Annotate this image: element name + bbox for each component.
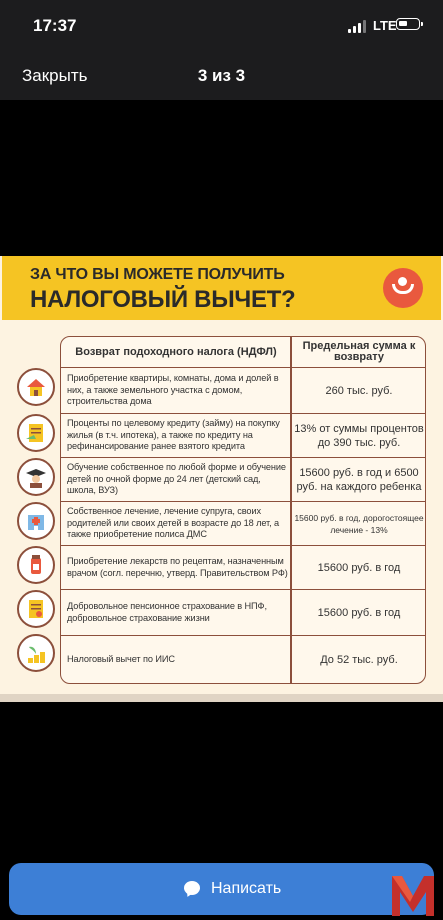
house-icon [17, 368, 55, 406]
header-max-amount: Предельная сумма к возврату [302, 340, 416, 363]
hand-coin-logo-icon [383, 268, 423, 308]
title-banner [2, 256, 441, 320]
close-button[interactable]: Закрыть [22, 66, 88, 85]
write-message-button[interactable] [9, 863, 434, 915]
loan-document-icon [17, 414, 55, 452]
row-description: Приобретение лекарств по рецептам, назначенным врачом (согл. перечню, утверд. Правительством РФ) [67, 556, 288, 578]
table-row [61, 414, 425, 458]
hospital-icon [17, 502, 55, 540]
chat-bubble-icon [184, 881, 200, 895]
title-line-2: НАЛОГОВЫЙ ВЫЧЕТ? [30, 286, 296, 313]
row-description: Обучение собственное по любой форме и обучение детей по очной форме до 24 лет (детский сад, школа, ВУЗ) [67, 462, 286, 496]
table-row [61, 502, 425, 546]
row-description: Добровольное пенсионное страхование в НПФ, добровольное страхование жизни [67, 601, 267, 623]
bottom-stripe [0, 694, 443, 702]
row-amount: 15600 руб. в год [317, 606, 401, 619]
status-bar [0, 0, 443, 50]
deductions-table [60, 336, 426, 684]
pension-document-icon [17, 590, 55, 628]
battery-icon [396, 18, 420, 30]
viewer-header [0, 50, 443, 100]
medicine-icon [17, 546, 55, 584]
table-row [61, 458, 425, 502]
header-refund-type: Возврат подоходного налога (НДФЛ) [75, 346, 277, 358]
money-plant-icon [17, 634, 55, 672]
row-amount: 15600 руб. в год и 6500 руб. на каждого ребенка [296, 466, 422, 493]
m-logo-icon [388, 872, 438, 918]
row-amount: 260 тыс. руб. [325, 384, 393, 397]
title-line-1: ЗА ЧТО ВЫ МОЖЕТЕ ПОЛУЧИТЬ [30, 266, 285, 283]
row-amount: 13% от суммы процентов до 390 тыс. руб. [294, 422, 424, 449]
row-description: Собственное лечение, лечение супруга, своих родителей или своих детей в возрасте до 18 лет, а также приобретение полиса ДМС [67, 506, 280, 540]
table-row [61, 546, 425, 590]
table-header [61, 337, 425, 368]
network-label: LTE [373, 18, 397, 33]
write-button-label: Написать [211, 880, 282, 897]
row-amount: 15600 руб. в год [317, 561, 401, 574]
graduate-icon [17, 458, 55, 496]
table-row [61, 368, 425, 414]
row-amount: 15600 руб. в год, дорогостоящее лечение - 13% [294, 512, 424, 535]
table-row [61, 590, 425, 636]
image-counter: 3 из 3 [197, 66, 246, 85]
table-row [61, 636, 425, 683]
row-description: Проценты по целевому кредиту (займу) на покупку жилья (в т.ч. ипотека), а также по кредиту на рефинансирование ранее взятого кредита [67, 418, 280, 452]
tax-deduction-image [0, 256, 443, 702]
row-description: Приобретение квартиры, комнаты, дома и долей в них, а также земельного участка с домом, строительства дома [67, 373, 279, 407]
signal-icon [348, 20, 368, 33]
row-description: Налоговый вычет по ИИС [67, 653, 175, 664]
status-time: 17:37 [33, 16, 77, 35]
row-amount: До 52 тыс. руб. [320, 653, 398, 666]
